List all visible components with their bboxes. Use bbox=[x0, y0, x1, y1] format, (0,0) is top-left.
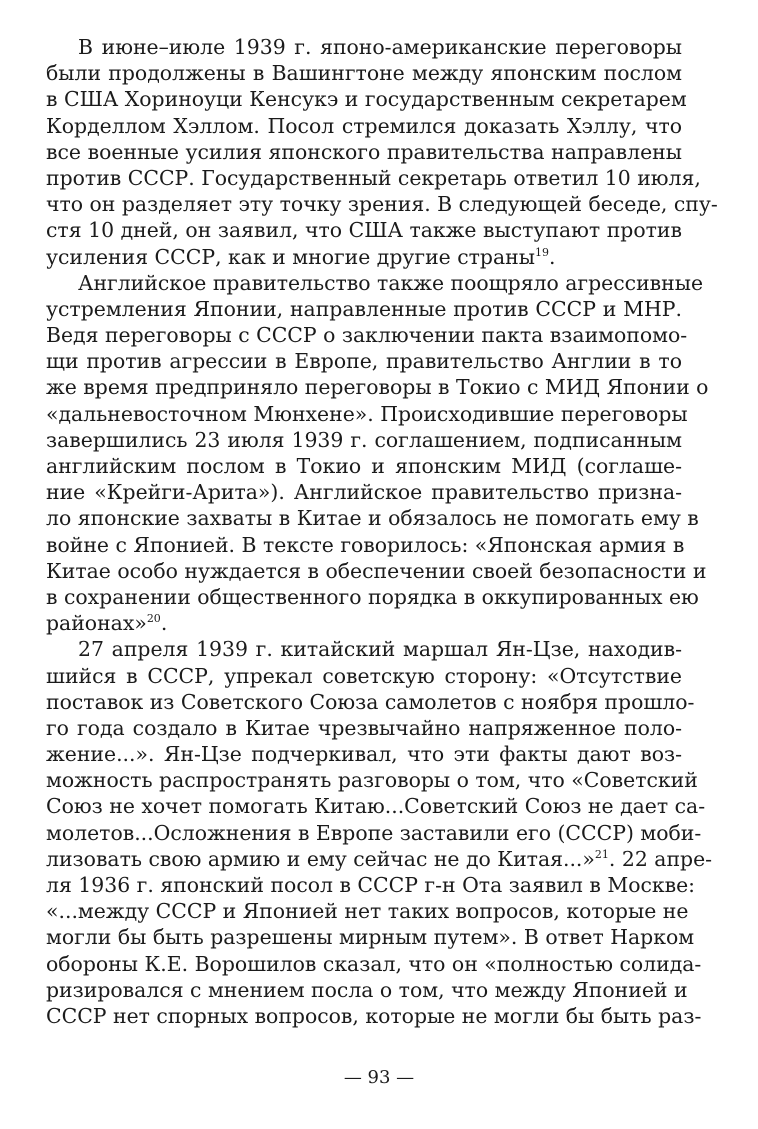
text-line: го года создало в Китае чрезвычайно напряженное поло- bbox=[46, 715, 682, 740]
footnote-ref: 20 bbox=[146, 612, 161, 626]
text-line: Союз не хочет помогать Китаю...Советский Союз не дает са- bbox=[46, 794, 706, 819]
page-number: — 93 — bbox=[343, 1067, 415, 1088]
text-line: шийся в СССР, упрекал советскую сторону: «Отсутствие bbox=[46, 663, 682, 688]
text-line: могли бы быть разрешены мирным путем». В ответ Нарком bbox=[46, 925, 695, 950]
text-line: против СССР. Государственный секретарь ответил 10 июля, bbox=[46, 165, 701, 190]
text-line: стя 10 дней, он заявил, что США также выступают против bbox=[46, 218, 682, 243]
text-line: ризировался с мнением посла о том, что между Японией и bbox=[46, 977, 688, 1002]
text-line: молетов...Осложнения в Европе заставили его (СССР) моби- bbox=[46, 820, 702, 845]
text-line bbox=[46, 846, 713, 872]
text-line: обороны К.Е. Ворошилов сказал, что он «полностью солида- bbox=[46, 951, 702, 976]
text-line: ля 1936 г. японский посол в СССР г-н Ота заявил в Москве: bbox=[46, 873, 696, 897]
text-line: «...между СССР и Японией нет таких вопросов, которые не bbox=[46, 899, 689, 924]
text-line: Китае особо нуждается в обеспечении своей безопасности и bbox=[46, 558, 707, 583]
text-line: что он разделяет эту точку зрения. В следующей беседе, спу- bbox=[46, 192, 718, 217]
text-line: завершились 23 июля 1939 г. соглашением, подписанным bbox=[46, 427, 682, 452]
text-line: были продолжены в Вашингтоне между японским послом bbox=[46, 61, 682, 86]
text-line: войне с Японией. В тексте говорилось: «Японская армия в bbox=[46, 532, 685, 557]
text-line: «дальневосточном Мюнхене». Происходившие переговоры bbox=[46, 401, 688, 426]
text-line: же время предприняло переговоры в Токио с МИД Японии о bbox=[46, 375, 709, 400]
page-body bbox=[46, 34, 718, 1029]
text-line: английским послом в Токио и японским МИД (соглаше- bbox=[46, 454, 682, 478]
text-line: Корделлом Хэллом. Посол стремился доказать Хэллу, что bbox=[46, 113, 682, 138]
text-line-tail: . 22 апре- bbox=[608, 846, 713, 871]
text-line: устремления Японии, направленные против СССР и МНР. bbox=[46, 296, 682, 321]
text-line: СССР нет спорных вопросов, которые не могли бы быть раз- bbox=[46, 1003, 702, 1028]
text-line: поставок из Советского Союза самолетов с ноября прошло- bbox=[46, 689, 695, 714]
text-line: ло японские захваты в Китае и обязалось не помогать ему в bbox=[46, 506, 699, 531]
text-line-content: районах» bbox=[46, 611, 147, 636]
footnote-ref: 21 bbox=[594, 848, 609, 862]
text-line: Английское правительство также поощряло агрессивные bbox=[78, 270, 704, 295]
text-line: ние «Крейги-Арита»). Английское правительство призна- bbox=[46, 480, 682, 505]
text-line: в сохранении общественного порядка в оккупированных ею bbox=[46, 584, 699, 609]
text-line: усиления СССР, как и многие другие страны$^{19}$. bbox=[46, 244, 556, 269]
text-line-content: усиления СССР, как и многие другие страны bbox=[46, 244, 535, 269]
text-line: в США Хориноуци Кенсукэ и государственным секретарем bbox=[46, 87, 687, 112]
text-line: щи против агрессии в Европе, правительство Англии в то bbox=[46, 349, 682, 374]
paragraph-2 bbox=[46, 270, 709, 637]
text-line: Ведя переговоры с СССР о заключении пакта взаимопомо- bbox=[46, 323, 688, 348]
text-line: 27 апреля 1939 г. китайский маршал Ян-Цзе, находив- bbox=[78, 637, 682, 662]
paragraph-3 bbox=[46, 636, 713, 1029]
text-line: районах»$^{20}$. bbox=[46, 611, 168, 636]
text-line-content: лизовать свою армию и ему сейчас не до Китая...» bbox=[46, 846, 595, 871]
text-line: все военные усилия японского правительства направлены bbox=[46, 139, 682, 164]
text-line: В июне–июле 1939 г. японо-американские переговоры bbox=[78, 35, 682, 59]
text-line: можность распространять разговоры о том, что «Советский bbox=[46, 768, 698, 793]
paragraph-1 bbox=[46, 34, 718, 270]
text-line: жение...». Ян-Цзе подчеркивал, что эти факты дают воз- bbox=[46, 742, 682, 767]
footnote-ref: 19 bbox=[534, 245, 549, 259]
